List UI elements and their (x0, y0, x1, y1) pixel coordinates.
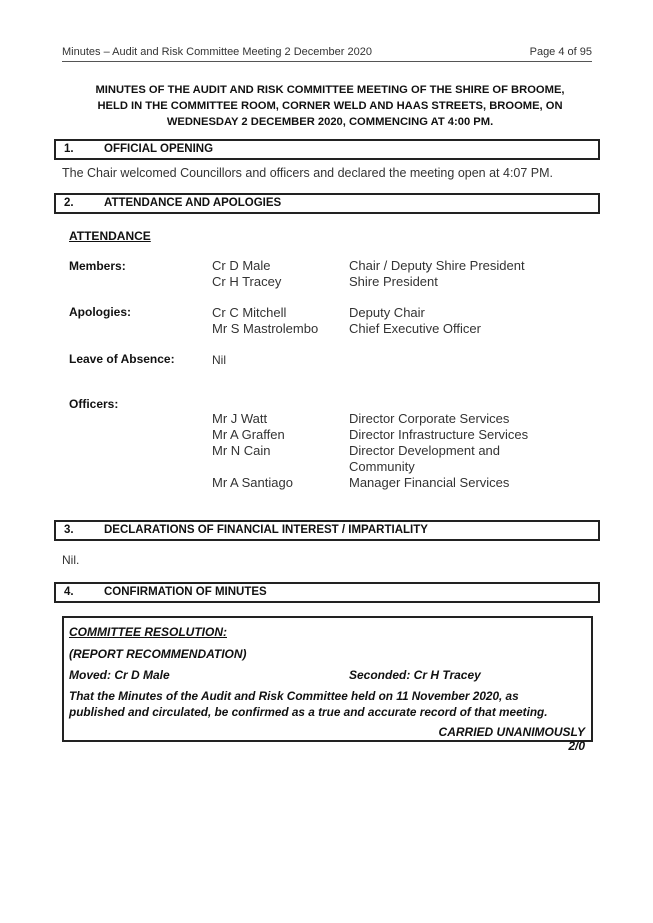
section-number: 1. (64, 143, 74, 155)
officer-name: Mr J Watt (212, 411, 268, 426)
resolution-text-line: That the Minutes of the Audit and Risk Committee held on 11 November 2020, as (69, 689, 519, 703)
leave-of-absence-value: Nil (212, 353, 226, 367)
section-label: CONFIRMATION OF MINUTES (104, 586, 267, 598)
apology-name: Mr S Mastrolembo (212, 321, 319, 336)
leave-of-absence-label: Leave of Absence: (69, 352, 175, 366)
header-divider (62, 61, 592, 62)
officers-label: Officers: (69, 397, 119, 411)
section-label: ATTENDANCE AND APOLOGIES (104, 197, 282, 209)
resolution-heading: COMMITTEE RESOLUTION: (69, 625, 227, 639)
attendance-heading: ATTENDANCE (69, 229, 151, 243)
section-label: DECLARATIONS OF FINANCIAL INTEREST / IMPARTIALITY (104, 524, 428, 536)
members-label: Members: (69, 259, 126, 273)
member-name: Cr D Male (212, 258, 271, 273)
header-document-title: Minutes – Audit and Risk Committee Meeting 2 December 2020 (62, 46, 372, 58)
officer-role: Director Infrastructure Services (349, 427, 529, 442)
apology-role: Chief Executive Officer (349, 321, 481, 336)
apologies-label: Apologies: (69, 305, 131, 319)
apology-name: Cr C Mitchell (212, 305, 287, 320)
officer-role: Director Development and Community (349, 443, 501, 474)
officer-name: Mr A Graffen (212, 427, 285, 442)
resolution-subheading: (REPORT RECOMMENDATION) (69, 647, 247, 661)
member-name: Cr H Tracey (212, 274, 282, 289)
resolution-moved: Moved: Cr D Male (69, 668, 170, 682)
section-heading-confirmation (54, 582, 600, 603)
title-line: MINUTES OF THE AUDIT AND RISK COMMITTEE MEETING OF THE SHIRE OF BROOME, (95, 84, 565, 96)
title-line: WEDNESDAY 2 DECEMBER 2020, COMMENCING AT 4:00 PM. (166, 116, 494, 128)
resolution-result: CARRIED UNANIMOUSLY 2/0 (438, 725, 585, 753)
opening-paragraph: The Chair welcomed Councillors and officers and declared the meeting open at 4:07 PM. (62, 166, 554, 180)
apology-role: Deputy Chair (349, 305, 425, 320)
officer-role: Director Corporate Services (349, 411, 510, 426)
officer-name: Mr N Cain (212, 443, 271, 458)
declarations-paragraph: Nil. (62, 553, 80, 567)
member-role: Shire President (349, 274, 438, 289)
section-heading-official-opening (54, 139, 600, 160)
title-line: HELD IN THE COMMITTEE ROOM, CORNER WELD AND HAAS STREETS, BROOME, ON (97, 100, 563, 112)
minutes-title (62, 82, 598, 130)
header-page-number: Page 4 of 95 (529, 46, 592, 58)
officer-name: Mr A Santiago (212, 475, 293, 490)
section-heading-declarations (54, 520, 600, 541)
member-role: Chair / Deputy Shire President (349, 258, 525, 273)
resolution-seconded: Seconded: Cr H Tracey (349, 668, 481, 682)
section-number: 2. (64, 197, 74, 209)
section-heading-attendance (54, 193, 600, 214)
officer-role: Manager Financial Services (349, 475, 510, 490)
section-number: 4. (64, 586, 74, 598)
section-label: OFFICIAL OPENING (104, 143, 214, 155)
resolution-text-line: published and circulated, be confirmed as a true and accurate record of that meeting. (69, 705, 548, 719)
section-number: 3. (64, 524, 74, 536)
